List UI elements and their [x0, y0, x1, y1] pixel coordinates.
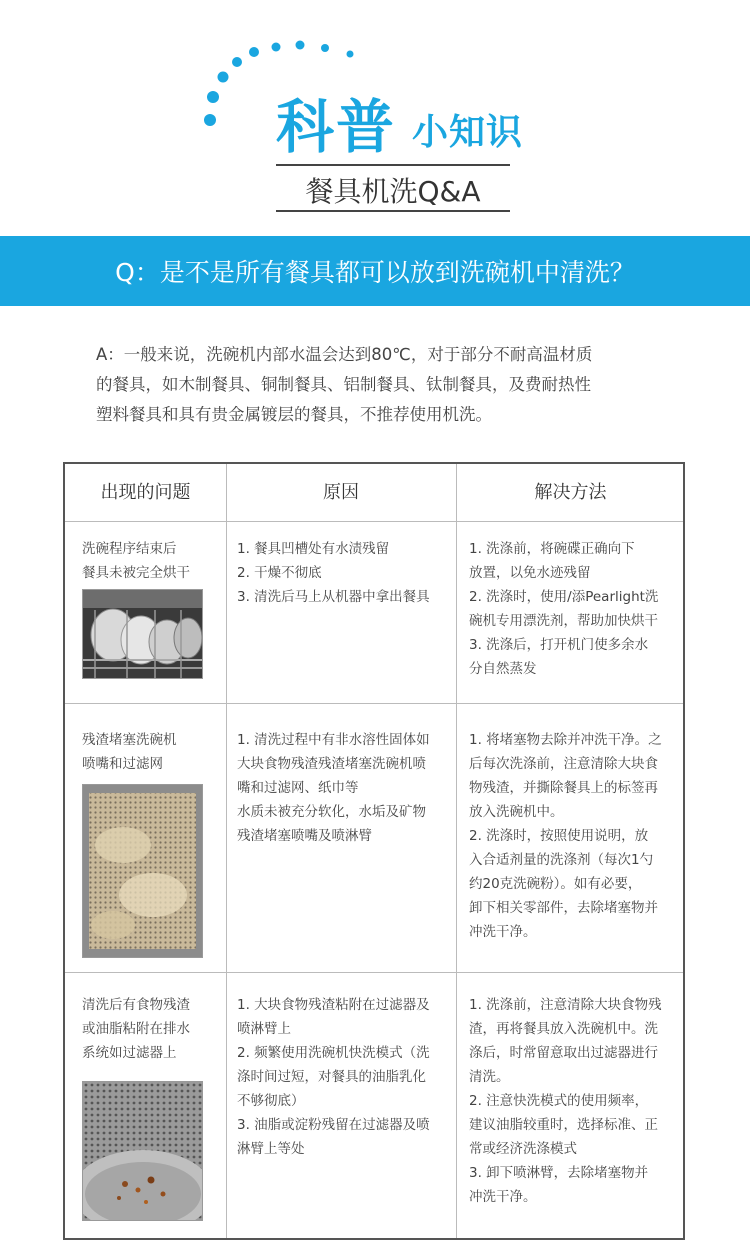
- dot: [218, 72, 229, 83]
- table-row: [65, 521, 683, 704]
- solution-line: 常或经济洗涤模式: [469, 1141, 577, 1157]
- answer-line: A：一般来说，洗碗机内部水温会达到80℃，对于部分不耐高温材质: [96, 345, 593, 364]
- problem-line: 洗碗程序结束后: [82, 541, 177, 557]
- answer-line: 塑料餐具和具有贵金属镀层的餐具，不推荐使用机洗。: [96, 405, 492, 424]
- cause-cell: [237, 537, 430, 609]
- solution-cell: [469, 537, 658, 681]
- cause-line: 3. 清洗后马上从机器中拿出餐具: [237, 589, 430, 605]
- answer-line: 的餐具，如木制餐具、铜制餐具、铝制餐具、钛制餐具，及费耐热性: [96, 375, 591, 394]
- solution-line: 3. 卸下喷淋臂，去除堵塞物并: [469, 1165, 649, 1181]
- problem-cell: [82, 537, 190, 585]
- cause-line: 3. 油脂或淀粉残留在过滤器及喷: [237, 1117, 430, 1133]
- subtitle: 餐具机洗Q&A: [305, 175, 481, 208]
- header: [0, 0, 750, 240]
- solution-line: 涤后，时常留意取出过滤器进行: [469, 1045, 658, 1061]
- dot: [207, 91, 219, 103]
- filter-residue-photo: [82, 1081, 203, 1221]
- dishwasher-rack-photo: [82, 589, 203, 679]
- header-problem: 出现的问题: [100, 482, 191, 503]
- cause-line: 1. 餐具凹槽处有水渍残留: [237, 541, 390, 557]
- solution-line: 清洗。: [469, 1069, 510, 1085]
- subtitle-divider-top: [276, 164, 510, 166]
- solution-line: 分自然蒸发: [469, 661, 537, 677]
- header-solution: 解决方法: [534, 482, 607, 503]
- faq-table: [63, 462, 685, 1240]
- cause-line: 淋臂上等处: [237, 1141, 305, 1157]
- solution-line: 放入洗碗机中。: [469, 804, 564, 820]
- problem-cell: [82, 728, 177, 776]
- clogged-filter-photo: [82, 784, 203, 958]
- solution-line: 卸下相关零部件，去除堵塞物并: [469, 900, 658, 916]
- solution-line: 建议油脂较重时，选择标准、正: [469, 1117, 658, 1133]
- cause-cell: [237, 993, 430, 1161]
- solution-line: 1. 洗涤前，注意清除大块食物残: [469, 997, 662, 1013]
- problem-line: 清洗后有食物残渣: [82, 997, 190, 1013]
- solution-line: 渣，再将餐具放入洗碗机中。洗: [469, 1021, 658, 1037]
- problem-line: 或油脂粘附在排水: [82, 1021, 190, 1037]
- dot: [232, 57, 242, 67]
- table-row: [65, 973, 683, 1240]
- problem-line: 餐具未被完全烘干: [82, 565, 190, 581]
- cause-line: 水质未被充分软化，水垢及矿物: [237, 804, 426, 820]
- solution-line: 2. 洗涤时，按照使用说明，放: [469, 828, 649, 844]
- cause-line: 1. 大块食物残渣粘附在过滤器及: [237, 997, 430, 1013]
- solution-line: 2. 洗涤时，使用/添Pearlight洗: [469, 589, 659, 605]
- solution-line: 碗机专用漂洗剂，帮助加快烘干: [469, 613, 658, 629]
- problem-line: 系统如过滤器上: [82, 1045, 177, 1061]
- solution-line: 后每次洗涤前，注意清除大块食: [469, 756, 658, 772]
- dot: [204, 114, 216, 126]
- cause-line: 2. 频繁使用洗碗机快洗模式（洗: [237, 1045, 430, 1061]
- dot: [272, 43, 281, 52]
- solution-line: 3. 洗涤后，打开机门使多余水: [469, 637, 649, 653]
- cause-line: 大块食物残渣残渣堵塞洗碗机喷: [237, 756, 426, 772]
- dot: [249, 47, 259, 57]
- solution-line: 物残渣，并撕除餐具上的标签再: [469, 780, 658, 796]
- solution-cell: [469, 993, 662, 1209]
- solution-line: 冲洗干净。: [469, 924, 537, 940]
- dot: [347, 51, 354, 58]
- table-row: [65, 704, 683, 973]
- problem-line: 喷嘴和过滤网: [82, 756, 163, 772]
- solution-line: 放置，以免水迹残留: [469, 565, 591, 581]
- dot: [321, 44, 329, 52]
- cause-line: 喷淋臂上: [237, 1021, 291, 1037]
- question-bar: [0, 236, 750, 306]
- answer-text: [96, 340, 676, 430]
- cause-line: 涤时间过短，对餐具的油脂乳化: [237, 1069, 426, 1085]
- cause-line: 1. 清洗过程中有非水溶性固体如: [237, 732, 430, 748]
- solution-line: 1. 将堵塞物去除并冲洗干净。之: [469, 732, 662, 748]
- header-cause: 原因: [323, 482, 359, 503]
- solution-line: 1. 洗涤前，将碗碟正确向下: [469, 541, 635, 557]
- solution-line: 约20克洗碗粉）。如有必要，: [469, 876, 642, 892]
- cause-line: 嘴和过滤网、纸巾等: [237, 780, 359, 796]
- table-header: [65, 464, 683, 522]
- solution-line: 2. 注意快洗模式的使用频率，: [469, 1093, 649, 1109]
- solution-cell: [469, 728, 662, 944]
- cause-line: 2. 干燥不彻底: [237, 565, 322, 581]
- problem-line: 残渣堵塞洗碗机: [82, 732, 177, 748]
- cause-line: 残渣堵塞喷嘴及喷淋臂: [237, 828, 372, 844]
- subtitle-divider-bottom: [276, 210, 510, 212]
- problem-cell: [82, 993, 190, 1065]
- title-sub: 小知识: [412, 112, 524, 153]
- solution-line: 入合适剂量的洗涤剂（每次1勺: [469, 852, 654, 868]
- title-main: 科普: [276, 93, 397, 161]
- solution-line: 冲洗干净。: [469, 1189, 537, 1205]
- dot: [296, 41, 305, 50]
- cause-cell: [237, 728, 430, 848]
- question-text: Q：是不是所有餐具都可以放到洗碗机中清洗？: [115, 258, 635, 287]
- cause-line: 不够彻底）: [237, 1093, 305, 1109]
